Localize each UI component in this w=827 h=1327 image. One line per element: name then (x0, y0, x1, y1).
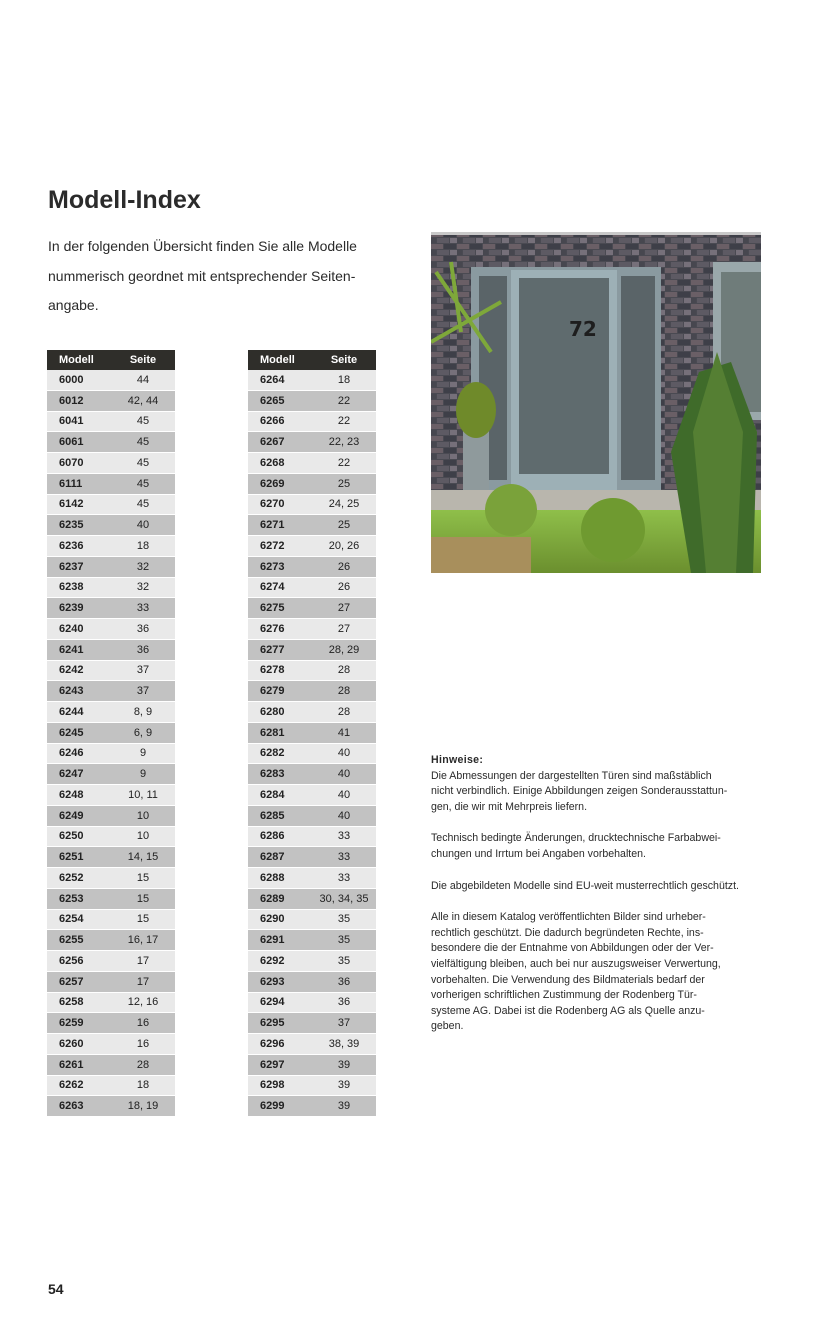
table-row (47, 411, 175, 432)
page-cell: 45 (111, 411, 175, 432)
page-cell: 15 (111, 868, 175, 889)
model-number-cell: 6265 (248, 390, 312, 411)
page-cell: 36 (111, 619, 175, 640)
intro-line: In der folgenden Übersicht finden Sie alle Modelle (48, 238, 357, 254)
model-number-cell: 6294 (248, 992, 312, 1013)
table-row (248, 702, 376, 723)
table-row (47, 1054, 175, 1075)
table-row (47, 536, 175, 557)
column-header-page: Seite (312, 350, 376, 370)
table-row (248, 1075, 376, 1096)
page-cell: 33 (312, 847, 376, 868)
page-cell: 35 (312, 951, 376, 972)
model-number-cell: 6111 (47, 473, 111, 494)
model-number-cell: 6293 (248, 971, 312, 992)
table-row (248, 847, 376, 868)
model-number-cell: 6269 (248, 473, 312, 494)
model-number-cell: 6290 (248, 909, 312, 930)
page-cell: 16 (111, 1034, 175, 1055)
table-row (47, 598, 175, 619)
column-header-model: Modell (248, 350, 312, 370)
page-cell: 39 (312, 1054, 376, 1075)
page-cell: 45 (111, 432, 175, 453)
page-cell: 35 (312, 930, 376, 951)
model-number-cell: 6263 (47, 1096, 111, 1117)
notes-line: Die Abmessungen der dargestellten Türen sind maßstäblich (431, 769, 712, 782)
notes-line: besondere die der Entnahme von Abbildungen oder der Ver- (431, 942, 714, 955)
model-number-cell: 6236 (47, 536, 111, 557)
notes-line: geben. (431, 1020, 464, 1033)
table-row (248, 494, 376, 515)
page-cell: 36 (312, 992, 376, 1013)
page-cell: 33 (312, 868, 376, 889)
table-row (47, 826, 175, 847)
page-cell: 18 (111, 1075, 175, 1096)
page-cell: 28 (312, 702, 376, 723)
column-header-page: Seite (111, 350, 175, 370)
notes-paragraph (431, 879, 761, 895)
model-number-cell: 6247 (47, 764, 111, 785)
table-row (248, 743, 376, 764)
table-row (248, 660, 376, 681)
table-row (248, 764, 376, 785)
page-number: 54 (48, 1281, 64, 1297)
page-cell: 36 (111, 639, 175, 660)
page-cell: 22 (312, 390, 376, 411)
model-number-cell: 6277 (248, 639, 312, 660)
page-cell: 38, 39 (312, 1034, 376, 1055)
page-cell: 10 (111, 805, 175, 826)
model-number-cell: 6264 (248, 370, 312, 390)
page-cell: 22 (312, 453, 376, 474)
house-number: 72 (569, 317, 597, 341)
table-row (47, 785, 175, 806)
table-row (248, 1054, 376, 1075)
table-row (47, 888, 175, 909)
model-number-cell: 6287 (248, 847, 312, 868)
table-row (248, 888, 376, 909)
table-row (47, 473, 175, 494)
page-title: Modell-Index (48, 186, 201, 214)
notes-line: nicht verbindlich. Einige Abbildungen zeigen Sonderausstattun- (431, 785, 728, 798)
page-cell: 15 (111, 888, 175, 909)
model-number-cell: 6298 (248, 1075, 312, 1096)
table-row (248, 992, 376, 1013)
page-cell: 24, 25 (312, 494, 376, 515)
table-row (47, 930, 175, 951)
model-number-cell: 6295 (248, 1013, 312, 1034)
model-number-cell: 6280 (248, 702, 312, 723)
model-number-cell: 6252 (47, 868, 111, 889)
model-number-cell: 6262 (47, 1075, 111, 1096)
notes-line: vorbehalten. Die Verwendung des Bildmaterials bedarf der (431, 973, 705, 986)
model-number-cell: 6250 (47, 826, 111, 847)
model-number-cell: 6257 (47, 971, 111, 992)
model-number-cell: 6253 (47, 888, 111, 909)
model-number-cell: 6288 (248, 868, 312, 889)
notes-line: gen, die wir mit Mehrpreis liefern. (431, 800, 588, 813)
model-number-cell: 6237 (47, 556, 111, 577)
model-number-cell: 6278 (248, 660, 312, 681)
model-number-cell: 6299 (248, 1096, 312, 1117)
table-row (248, 909, 376, 930)
notes-line: vielfältigung bleiben, auch bei nur auszugsweiser Verwertung, (431, 957, 721, 970)
page-cell: 26 (312, 556, 376, 577)
page-cell: 16 (111, 1013, 175, 1034)
table-row (47, 971, 175, 992)
page-cell: 40 (111, 515, 175, 536)
model-number-cell: 6273 (248, 556, 312, 577)
model-number-cell: 6246 (47, 743, 111, 764)
page-cell: 41 (312, 722, 376, 743)
table-row (47, 515, 175, 536)
page-cell: 40 (312, 743, 376, 764)
notes-paragraph (431, 831, 761, 862)
table-row (47, 577, 175, 598)
notes-line: rechtlich geschützt. Die dadurch begründeten Rechte, ins- (431, 926, 704, 939)
notes-line: systeme AG. Dabei ist die Rodenberg AG als Quelle anzu- (431, 1004, 705, 1017)
table-row (47, 639, 175, 660)
page-cell: 28, 29 (312, 639, 376, 660)
page-cell: 18 (111, 536, 175, 557)
page-cell: 22, 23 (312, 432, 376, 453)
table-row (47, 1013, 175, 1034)
page-cell: 37 (312, 1013, 376, 1034)
model-number-cell: 6235 (47, 515, 111, 536)
page-cell: 12, 16 (111, 992, 175, 1013)
model-number-cell: 6254 (47, 909, 111, 930)
table-row (47, 722, 175, 743)
page-cell: 39 (312, 1096, 376, 1117)
page-cell: 18 (312, 370, 376, 390)
page-cell: 17 (111, 971, 175, 992)
table-row (248, 473, 376, 494)
notes-section (431, 753, 761, 1051)
page-cell: 45 (111, 494, 175, 515)
model-number-cell: 6272 (248, 536, 312, 557)
page-cell: 33 (111, 598, 175, 619)
model-number-cell: 6268 (248, 453, 312, 474)
model-number-cell: 6242 (47, 660, 111, 681)
table-row (248, 951, 376, 972)
table-row (248, 868, 376, 889)
table-row (248, 515, 376, 536)
page-cell: 20, 26 (312, 536, 376, 557)
page-cell: 37 (111, 681, 175, 702)
table-header-row (47, 350, 175, 370)
page-cell: 36 (312, 971, 376, 992)
table-row (47, 619, 175, 640)
notes-line: vorherigen schriftlichen Zustimmung der Rodenberg Tür- (431, 989, 697, 1002)
table-row (248, 411, 376, 432)
table-row (248, 432, 376, 453)
page-cell: 33 (312, 826, 376, 847)
model-number-cell: 6289 (248, 888, 312, 909)
model-number-cell: 6261 (47, 1054, 111, 1075)
table-header-row (248, 350, 376, 370)
page-cell: 32 (111, 577, 175, 598)
model-index-table-1 (47, 350, 175, 1117)
model-number-cell: 6041 (47, 411, 111, 432)
page-cell: 17 (111, 951, 175, 972)
table-row (248, 1034, 376, 1055)
model-number-cell: 6000 (47, 370, 111, 390)
table-row (248, 971, 376, 992)
table-row (248, 930, 376, 951)
table-row (47, 556, 175, 577)
page-cell: 40 (312, 764, 376, 785)
intro-line: nummerisch geordnet mit entsprechender Seiten- (48, 267, 356, 284)
model-number-cell: 6245 (47, 722, 111, 743)
table-row (248, 785, 376, 806)
table-row (47, 743, 175, 764)
model-number-cell: 6259 (47, 1013, 111, 1034)
model-number-cell: 6251 (47, 847, 111, 868)
model-number-cell: 6260 (47, 1034, 111, 1055)
table-row (47, 432, 175, 453)
model-number-cell: 6255 (47, 930, 111, 951)
model-number-cell: 6142 (47, 494, 111, 515)
page-cell: 42, 44 (111, 390, 175, 411)
notes-line: Alle in diesem Katalog veröffentlichten Bilder sind urheber- (431, 911, 706, 924)
table-row (47, 909, 175, 930)
table-row (248, 619, 376, 640)
model-number-cell: 6249 (47, 805, 111, 826)
model-number-cell: 6274 (248, 577, 312, 598)
page-cell: 27 (312, 619, 376, 640)
column-header-model: Modell (47, 350, 111, 370)
table-row (248, 826, 376, 847)
page-cell: 40 (312, 785, 376, 806)
door-photo (431, 232, 761, 573)
page-cell: 30, 34, 35 (312, 888, 376, 909)
page-cell: 44 (111, 370, 175, 390)
page-cell: 40 (312, 805, 376, 826)
page-cell: 10 (111, 826, 175, 847)
table-row (47, 1096, 175, 1117)
table-row (248, 805, 376, 826)
model-number-cell: 6297 (248, 1054, 312, 1075)
model-number-cell: 6284 (248, 785, 312, 806)
table-row (47, 868, 175, 889)
model-number-cell: 6241 (47, 639, 111, 660)
model-number-cell: 6275 (248, 598, 312, 619)
page-cell: 39 (312, 1075, 376, 1096)
page-cell: 35 (312, 909, 376, 930)
model-number-cell: 6244 (47, 702, 111, 723)
page-cell: 16, 17 (111, 930, 175, 951)
page-cell: 37 (111, 660, 175, 681)
model-number-cell: 6243 (47, 681, 111, 702)
page-cell: 10, 11 (111, 785, 175, 806)
model-number-cell: 6281 (248, 722, 312, 743)
model-number-cell: 6291 (248, 930, 312, 951)
page-cell: 25 (312, 515, 376, 536)
table-row (248, 556, 376, 577)
table-row (47, 1075, 175, 1096)
table-row (47, 992, 175, 1013)
model-index-table-2 (248, 350, 376, 1117)
page-cell: 27 (312, 598, 376, 619)
table-row (47, 847, 175, 868)
page-cell: 8, 9 (111, 702, 175, 723)
model-number-cell: 6258 (47, 992, 111, 1013)
model-number-cell: 6276 (248, 619, 312, 640)
model-number-cell: 6240 (47, 619, 111, 640)
table-row (248, 598, 376, 619)
notes-line: Technisch bedingte Änderungen, drucktechnische Farbabwei- (431, 832, 721, 845)
model-number-cell: 6285 (248, 805, 312, 826)
page-cell: 45 (111, 453, 175, 474)
page-cell: 15 (111, 909, 175, 930)
model-number-cell: 6070 (47, 453, 111, 474)
table-row (47, 390, 175, 411)
model-number-cell: 6238 (47, 577, 111, 598)
table-row (248, 1013, 376, 1034)
table-row (47, 660, 175, 681)
table-row (248, 1096, 376, 1117)
table-row (47, 764, 175, 785)
model-number-cell: 6256 (47, 951, 111, 972)
model-number-cell: 6296 (248, 1034, 312, 1055)
table-row (47, 1034, 175, 1055)
model-number-cell: 6282 (248, 743, 312, 764)
notes-line: Die abgebildeten Modelle sind EU-weit musterrechtlich geschützt. (431, 879, 739, 892)
notes-paragraph (431, 769, 761, 816)
page-cell: 6, 9 (111, 722, 175, 743)
model-number-cell: 6279 (248, 681, 312, 702)
notes-paragraph (431, 910, 761, 1035)
table-row (248, 453, 376, 474)
page-cell: 14, 15 (111, 847, 175, 868)
notes-heading: Hinweise: (431, 754, 484, 766)
table-row (248, 390, 376, 411)
table-row (47, 681, 175, 702)
table-row (47, 370, 175, 390)
intro-text (48, 232, 378, 321)
page-cell: 18, 19 (111, 1096, 175, 1117)
table-row (47, 494, 175, 515)
model-number-cell: 6266 (248, 411, 312, 432)
table-row (47, 702, 175, 723)
model-number-cell: 6061 (47, 432, 111, 453)
model-number-cell: 6286 (248, 826, 312, 847)
table-row (248, 577, 376, 598)
table-row (248, 639, 376, 660)
page-cell: 26 (312, 577, 376, 598)
table-row (248, 536, 376, 557)
page-cell: 28 (312, 660, 376, 681)
page-cell: 9 (111, 764, 175, 785)
notes-line: chungen und Irrtum bei Angaben vorbehalten. (431, 847, 646, 860)
page-cell: 22 (312, 411, 376, 432)
model-number-cell: 6270 (248, 494, 312, 515)
page-cell: 45 (111, 473, 175, 494)
model-number-cell: 6267 (248, 432, 312, 453)
model-number-cell: 6248 (47, 785, 111, 806)
table-row (47, 805, 175, 826)
page-cell: 28 (111, 1054, 175, 1075)
page-cell: 28 (312, 681, 376, 702)
model-number-cell: 6292 (248, 951, 312, 972)
model-number-cell: 6239 (47, 598, 111, 619)
model-number-cell: 6271 (248, 515, 312, 536)
model-number-cell: 6012 (47, 390, 111, 411)
table-row (47, 453, 175, 474)
page-cell: 25 (312, 473, 376, 494)
page-cell: 9 (111, 743, 175, 764)
model-number-cell: 6283 (248, 764, 312, 785)
table-row (47, 951, 175, 972)
table-row (248, 370, 376, 390)
page-cell: 32 (111, 556, 175, 577)
table-row (248, 681, 376, 702)
table-row (248, 722, 376, 743)
intro-line: angabe. (48, 297, 99, 313)
